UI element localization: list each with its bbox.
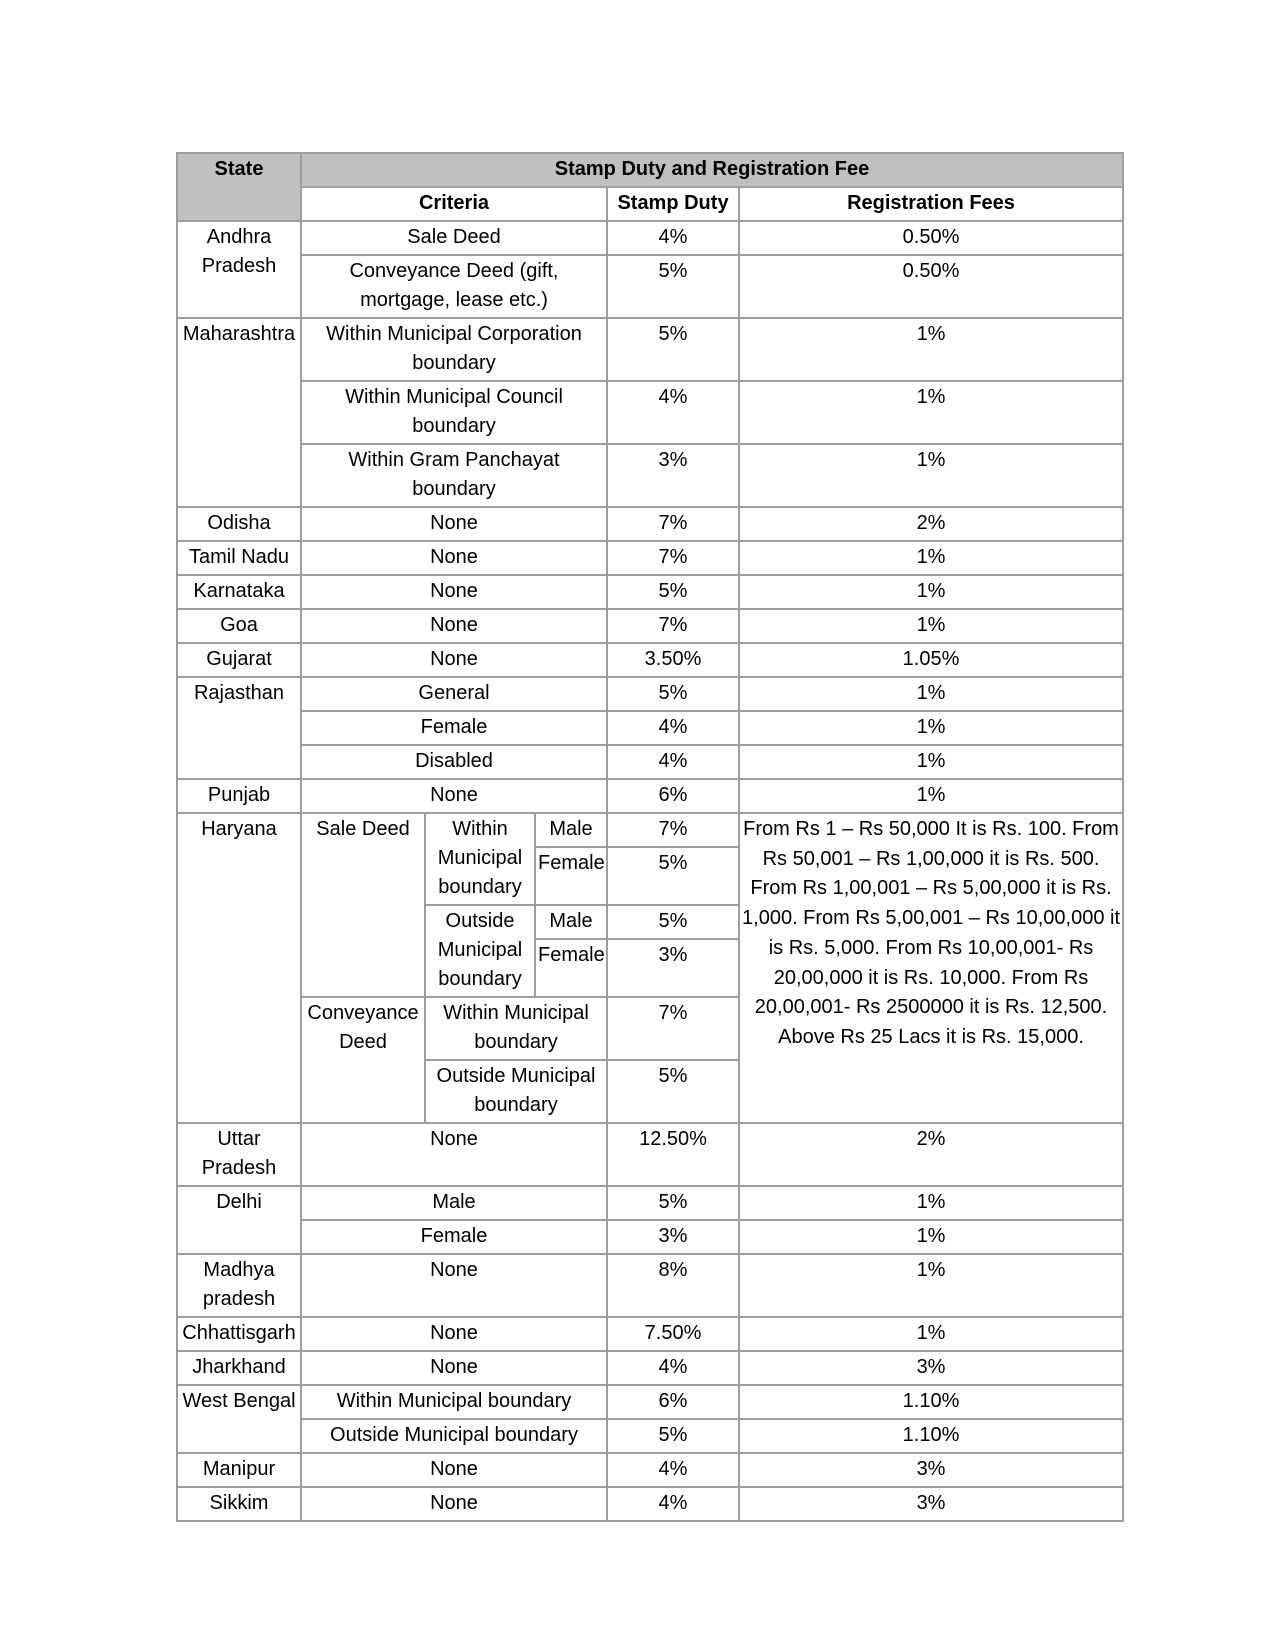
- state-cell: Delhi: [177, 1186, 301, 1254]
- criteria-cell: Sale Deed: [301, 221, 607, 255]
- sale-deed-cell: Sale Deed: [301, 813, 425, 997]
- stamp-duty-cell: 7%: [607, 609, 739, 643]
- criteria-cell: None: [301, 1254, 607, 1317]
- table-row: [177, 643, 1123, 677]
- registration-fee-cell: 1%: [739, 318, 1123, 381]
- table-row: [177, 1351, 1123, 1385]
- table-row: [177, 745, 1123, 779]
- stamp-duty-cell: 6%: [607, 779, 739, 813]
- header-stamp-duty: Stamp Duty: [607, 187, 739, 221]
- criteria-cell: Female: [301, 1220, 607, 1254]
- registration-fee-cell: 3%: [739, 1487, 1123, 1521]
- criteria-cell: Within Gram Panchayat boundary: [301, 444, 607, 507]
- stamp-duty-cell: 6%: [607, 1385, 739, 1419]
- stamp-duty-cell: 4%: [607, 745, 739, 779]
- header-criteria: Criteria: [301, 187, 607, 221]
- within-municipal-cell: Within Municipal boundary: [425, 997, 607, 1060]
- registration-fee-slab-cell: From Rs 1 – Rs 50,000 It is Rs. 100. From Rs 50,001 – Rs 1,00,000 it is Rs. 500. From Rs 1,00,001 – Rs 5,00,000 it is Rs. 1,000. From Rs 5,00,001 – Rs 10,00,000 it is Rs. 5,000. From Rs 10,00,001- Rs 20,00,000 it is Rs. 10,000. From Rs 20,00,001- Rs 2500000 it is Rs. 12,500. Above Rs 25 Lacs it is Rs. 15,000.: [739, 813, 1123, 1123]
- table-row: [177, 1220, 1123, 1254]
- stamp-duty-cell: 7%: [607, 997, 739, 1060]
- state-cell: Manipur: [177, 1453, 301, 1487]
- stamp-duty-cell: 7%: [607, 813, 739, 847]
- table-row: [177, 1186, 1123, 1220]
- state-cell: Haryana: [177, 813, 301, 1123]
- table-row: [177, 813, 1123, 847]
- state-cell: Gujarat: [177, 643, 301, 677]
- stamp-duty-cell: 4%: [607, 221, 739, 255]
- criteria-cell: Within Municipal Council boundary: [301, 381, 607, 444]
- state-cell: Andhra Pradesh: [177, 221, 301, 318]
- registration-fee-cell: 1%: [739, 381, 1123, 444]
- header-registration-fees: Registration Fees: [739, 187, 1123, 221]
- table-row: [177, 609, 1123, 643]
- stamp-duty-cell: 5%: [607, 1186, 739, 1220]
- registration-fee-cell: 1%: [739, 444, 1123, 507]
- table-row: [177, 1123, 1123, 1186]
- criteria-cell: Disabled: [301, 745, 607, 779]
- criteria-cell: None: [301, 541, 607, 575]
- registration-fee-cell: 1.10%: [739, 1419, 1123, 1453]
- criteria-cell: Within Municipal boundary: [301, 1385, 607, 1419]
- stamp-duty-cell: 5%: [607, 847, 739, 905]
- criteria-cell: None: [301, 575, 607, 609]
- table-row: [177, 507, 1123, 541]
- criteria-cell: None: [301, 643, 607, 677]
- registration-fee-cell: 1%: [739, 541, 1123, 575]
- table-row: [177, 1317, 1123, 1351]
- table-row: [177, 779, 1123, 813]
- state-cell: Maharashtra: [177, 318, 301, 507]
- criteria-cell: None: [301, 1453, 607, 1487]
- table-row: [177, 1487, 1123, 1521]
- stamp-duty-cell: 3%: [607, 939, 739, 997]
- stamp-duty-cell: 5%: [607, 905, 739, 939]
- registration-fee-cell: 1%: [739, 677, 1123, 711]
- gender-female-cell: Female: [535, 939, 607, 997]
- state-cell: Jharkhand: [177, 1351, 301, 1385]
- outside-municipal-cell: Outside Municipal boundary: [425, 1060, 607, 1123]
- stamp-duty-table: [176, 152, 1124, 1522]
- stamp-duty-cell: 3%: [607, 1220, 739, 1254]
- criteria-cell: None: [301, 609, 607, 643]
- table-row: [177, 677, 1123, 711]
- stamp-duty-cell: 8%: [607, 1254, 739, 1317]
- state-cell: Rajasthan: [177, 677, 301, 779]
- registration-fee-cell: 3%: [739, 1453, 1123, 1487]
- criteria-cell: None: [301, 507, 607, 541]
- criteria-cell: Female: [301, 711, 607, 745]
- criteria-cell: Outside Municipal boundary: [301, 1419, 607, 1453]
- registration-fee-cell: 3%: [739, 1351, 1123, 1385]
- table-row: [177, 255, 1123, 318]
- registration-fee-cell: 1%: [739, 1254, 1123, 1317]
- stamp-duty-cell: 5%: [607, 575, 739, 609]
- outside-municipal-cell: Outside Municipal boundary: [425, 905, 535, 997]
- header-row-2: [177, 187, 1123, 221]
- registration-fee-cell: 2%: [739, 1123, 1123, 1186]
- conveyance-deed-cell: Conveyance Deed: [301, 997, 425, 1123]
- stamp-duty-cell: 5%: [607, 318, 739, 381]
- criteria-cell: None: [301, 1351, 607, 1385]
- stamp-duty-cell: 12.50%: [607, 1123, 739, 1186]
- registration-fee-cell: 1%: [739, 1317, 1123, 1351]
- stamp-duty-cell: 3%: [607, 444, 739, 507]
- stamp-duty-cell: 7%: [607, 541, 739, 575]
- criteria-cell: None: [301, 1487, 607, 1521]
- registration-fee-cell: 1%: [739, 575, 1123, 609]
- stamp-duty-cell: 4%: [607, 1487, 739, 1521]
- header-state: State: [177, 153, 301, 221]
- criteria-cell: Conveyance Deed (gift, mortgage, lease etc.): [301, 255, 607, 318]
- stamp-duty-cell: 5%: [607, 1060, 739, 1123]
- registration-fee-cell: 1%: [739, 1186, 1123, 1220]
- registration-fee-cell: 1%: [739, 609, 1123, 643]
- gender-male-cell: Male: [535, 905, 607, 939]
- stamp-duty-cell: 5%: [607, 677, 739, 711]
- within-municipal-cell: Within Municipal boundary: [425, 813, 535, 905]
- stamp-duty-cell: 5%: [607, 1419, 739, 1453]
- stamp-duty-cell: 3.50%: [607, 643, 739, 677]
- table-row: [177, 444, 1123, 507]
- table-row: [177, 221, 1123, 255]
- criteria-cell: None: [301, 1123, 607, 1186]
- table-row: [177, 1254, 1123, 1317]
- stamp-duty-cell: 4%: [607, 711, 739, 745]
- registration-fee-cell: 0.50%: [739, 255, 1123, 318]
- stamp-duty-cell: 4%: [607, 1453, 739, 1487]
- criteria-cell: Within Municipal Corporation boundary: [301, 318, 607, 381]
- state-cell: Sikkim: [177, 1487, 301, 1521]
- table-row: [177, 575, 1123, 609]
- table-row: [177, 1453, 1123, 1487]
- stamp-duty-cell: 5%: [607, 255, 739, 318]
- table-row: [177, 381, 1123, 444]
- registration-fee-cell: 1.10%: [739, 1385, 1123, 1419]
- stamp-duty-cell: 7.50%: [607, 1317, 739, 1351]
- table-row: [177, 318, 1123, 381]
- state-cell: Karnataka: [177, 575, 301, 609]
- criteria-cell: General: [301, 677, 607, 711]
- state-cell: Tamil Nadu: [177, 541, 301, 575]
- registration-fee-cell: 1%: [739, 779, 1123, 813]
- registration-fee-cell: 2%: [739, 507, 1123, 541]
- gender-male-cell: Male: [535, 813, 607, 847]
- state-cell: West Bengal: [177, 1385, 301, 1453]
- registration-fee-cell: 1%: [739, 711, 1123, 745]
- stamp-duty-cell: 7%: [607, 507, 739, 541]
- table-row: [177, 711, 1123, 745]
- registration-fee-cell: 1.05%: [739, 643, 1123, 677]
- table-row: [177, 1419, 1123, 1453]
- criteria-cell: Male: [301, 1186, 607, 1220]
- stamp-duty-cell: 4%: [607, 1351, 739, 1385]
- registration-fee-cell: 0.50%: [739, 221, 1123, 255]
- table-row: [177, 1385, 1123, 1419]
- registration-fee-cell: 1%: [739, 745, 1123, 779]
- registration-fee-cell: 1%: [739, 1220, 1123, 1254]
- state-cell: Punjab: [177, 779, 301, 813]
- state-cell: Uttar Pradesh: [177, 1123, 301, 1186]
- state-cell: Goa: [177, 609, 301, 643]
- state-cell: Chhattisgarh: [177, 1317, 301, 1351]
- stamp-duty-cell: 4%: [607, 381, 739, 444]
- state-cell: Odisha: [177, 507, 301, 541]
- criteria-cell: None: [301, 1317, 607, 1351]
- header-row-1: [177, 153, 1123, 187]
- gender-female-cell: Female: [535, 847, 607, 905]
- state-cell: Madhya pradesh: [177, 1254, 301, 1317]
- criteria-cell: None: [301, 779, 607, 813]
- table-row: [177, 541, 1123, 575]
- header-group: Stamp Duty and Registration Fee: [301, 153, 1123, 187]
